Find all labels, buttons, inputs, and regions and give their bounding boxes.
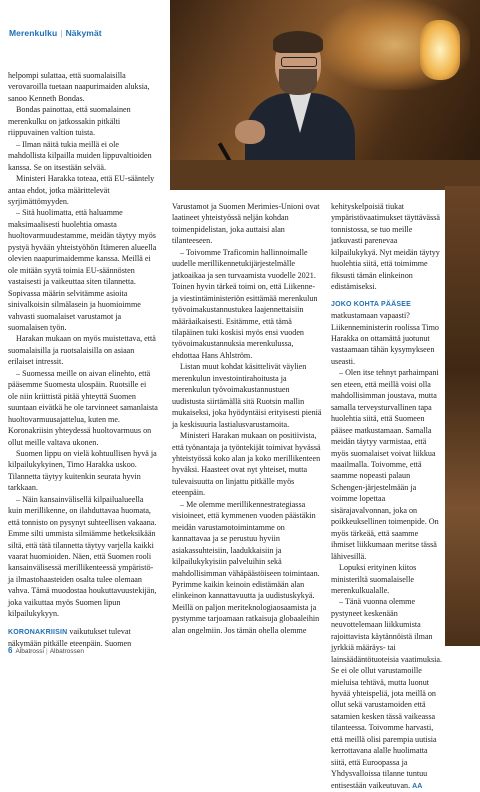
paragraph: Ministeri Harakan mukaan on positiivista, että työnantaja ja työntekijät toimivat hyvässä yhteistyössä koko alan ja koko merillikenteen hyväksi. Haasteet ovat nyt yhteiset, mutta tulevaisuutta on linjattu pitkälle myös eteenpäin. — [172, 431, 321, 498]
paragraph: – Suomessa meille on aivan elinehto, että pääsemme Suomesta ulospäin. Ruotsille ei ole niin kriittistä pitää yhteyttä Suomen suuntaan eivätkä he ole tarvinneet samanlaista huoltovarmuusajattelua, kuten me. Koronakriisin yhteydessä huoltovarmuus on ollut meille valtava ukonen. — [8, 368, 158, 447]
end-mark: AA — [412, 782, 423, 790]
paragraph: Lopuksi erityinen kiitos ministeriltä suomalaiselle merenkulkualalle. — [331, 563, 417, 595]
paragraph: kehityskelpoisiä tiukat ympäristövaatimukset täyttävässä tonnistossa, se tuo meille jatkuvasti parenevaa kilpailukykyä. Nyt meidän täytyy huolehtia siitä, että toimimme fiksusti tämän elinkeinon edistämiseksi. — [331, 202, 441, 292]
section-subtitle: Näkymät — [65, 28, 102, 38]
section-header — [9, 28, 102, 38]
magazine-name-swedish: Albatrossen — [49, 648, 85, 655]
paragraph: Suomen lippu on vielä kohtuullisen hyvä ja kilpailukykyinen, Timo Harakka uskoo. Tilannetta täytyy kuitenkin seurata hyvin tarkkaan. — [8, 448, 157, 493]
minister-photo — [170, 0, 480, 190]
paragraph: – Sitä huolimatta, että haluamme maksimaalisesti huolehtia omasta huoltovarmuudestamme, meidän täytyy myös pystyä hyvään yhteistyöhön Itämeren alueella olevien naapurimaidemme kanssa. Meillä ei ole mitään syytä toimia EU-säännösten vastaisesti ja vaikeuttaa siten tilannetta. Sopivassa määrin selvitämme asioita sinivalkoisin silmälasein ja huomioimme vahvasti suomalaiset varustamot ja suomalaisen työn. — [8, 208, 157, 332]
lamp — [420, 20, 460, 80]
side-photo-strip — [445, 186, 480, 646]
section-separator: | — [60, 28, 63, 38]
paragraph: – Olen itse tehnyt parhaimpani sen eteen, että meillä voisi olla mahdollisimman joustava, mutta samalla terveysturvallinen tapa huolehtia siitä, että Suomeen pääsee matkustamaan. Samalla meidän täytyy varmistaa, että myös suomalaiset voivat liikkua maailmalla. Toivomme, että saamme nopeasti palaun Schengen-järjestelmään ja voimme lopettaa sisärajavalvonnan, joka on poikkeuksellinen toimenpide. On myös tärkeää, että saamme ihmiset liikkumaan meritse tässä lähivesillä. — [331, 368, 439, 561]
paragraph: helpompi sulattaa, että suomalaisilla verovaroilla tuetaan naapurimaiden aluksia, sanoo Kenneth Bondas. — [8, 71, 150, 103]
paragraph: Listan muut kohdat käsittelivät väylien merenkulun investointirahoitusta ja merenkulun työvoimakustannustuen uudistusta siirtämällä sitä Ruotsin mallin mukaiseksi, joka hyödyntäisi erityisesti pieniä ja keskisuuria lastialusvarustamoita. — [172, 362, 322, 429]
footer-separator: | — [46, 648, 48, 655]
section-title: Merenkulku — [9, 28, 58, 38]
paragraph: Varustamot ja Suomen Merimies-Unioni ovat laatineet yhteistyössä neljän kohdan toimenpidelistan, joka auttaisi alan tilanteeseen. — [172, 202, 320, 246]
page-footer — [8, 646, 84, 655]
lead-text: vaikutukset tulevat näkymään pitkälle eteenpäin. Suomen — [8, 626, 132, 649]
magazine-name: Albatrossi — [15, 648, 44, 655]
paragraph — [331, 596, 443, 792]
paragraph: Ministeri Harakka toteaa, että EU-sääntely antaa ehdot, jotka määrittelevät syrjimättömyyden. — [8, 174, 155, 206]
column-3 — [331, 201, 443, 792]
lead-paragraph — [331, 298, 443, 368]
paragraph: Harakan mukaan on myös muistettava, että suomalaisilla ja ruotsalaisilla on asiaan erilaiset intressit. — [8, 334, 156, 367]
lead-text: matkustamaan vapaasti? Liikenneministerin roolissa Timo Harakka on ottamättä juotunut vastaamaan tähän kysymykseen useasti. — [331, 311, 439, 366]
paragraph-text: – Tänä vuonna olemme pystyneet keskenään neuvottelemaan liikkumista rajoittavista käytännöistä ilman jyrkkiä määräys- tai lainsäädäntötuoteisia vaatimuksia. Se ei ole ollut varustamoille mieluisa tehtävä, mutta luonut hyvää yhteispeliä, jota meillä on ollut sekä varustamoiden että satamien kesken tässä vaikeassa tilanteessa. Toivomme harvasti, että meillä olisi parempia uutisia kerrottavana alalle huolimatta siitä, että Euroopassa ja Yhdysvalloissa tilanne tuntuu entisestään vaikeutuvan. — [331, 597, 443, 790]
paragraph: – Me olemme merillikennestrategiassa visioineet, että kymmenen vuoden päästäkin meidän varustamotoimintamme on kannattavaa ja se perustuu hyviin asiakassuhteisiin, laadukkaisiin ja kilpailukykyisiin palveluihin sekä mahdollisimman vähäpäästöiseen toimintaan. Pyrimme kaikin keinoin edistämään alan elinkeinon kannattavuutta ja uudistuskykyä. Meillä on paljon meriteknologiaosaamista ja pystymme tarjoamaan ratkaisuja globaaleihin alan ongelmiin. Jos tämän ohella olemme — [172, 499, 320, 635]
page-number: 6 — [8, 646, 13, 655]
column-2 — [172, 201, 322, 636]
paragraph: – Ilman näitä tukia meillä ei ole mahdollista kilpailla muiden lippuvaltioiden kanssa. Se on itsestään selvää. — [8, 139, 152, 172]
lead-in: JOKO KOHTA PÄÄSEE — [331, 300, 412, 308]
column-1 — [8, 70, 158, 650]
paragraph: Bondas painottaa, että suomalainen merenkulku on jatkossakin pitkälti riippuvainen valtion tuista. — [8, 105, 131, 138]
lead-in: KORONAKRIISIN — [8, 628, 68, 636]
paragraph: – Näin kansainvälisellä kilpailualueella kuin merillikenne, on ilahduttavaa huomata, että tonnisto on pysynyt suhteellisen vakaana. Emme silti ummista silmiämme hetkeksikään siltä, että tätä tilannetta täytyy varjella kaikki vaarat huomioiden. Näen, että Suomen rooli kansainvälisessä merillikenteessä ympäristö- ja ilmastohaasteiden osalta tulee olemaan vahva. Tämä muodostaa houkuttavuustekijän, joka vaikuttaa myös Suomen lipun kilpailukykyyn. — [8, 494, 157, 619]
paragraph: – Toivomme Traficomin hallinnoimalle uudelle merillikennetukijärjestelmälle jatkoaikaa ja sen turvaamista vuodelle 2021. Toinen hyvin tärkeä toimi on, että Liikenne- ja viestintäministeriön esittämää merenkulun työvoimakustannustukea laajennettaisiin määräaikaisesti. Esitämme, että tämä tilapäinen tuki koskisi myös ensi vuoden työvoimakustannuksia merenkulussa, ehdottaa Hans Ahlström. — [172, 247, 318, 360]
